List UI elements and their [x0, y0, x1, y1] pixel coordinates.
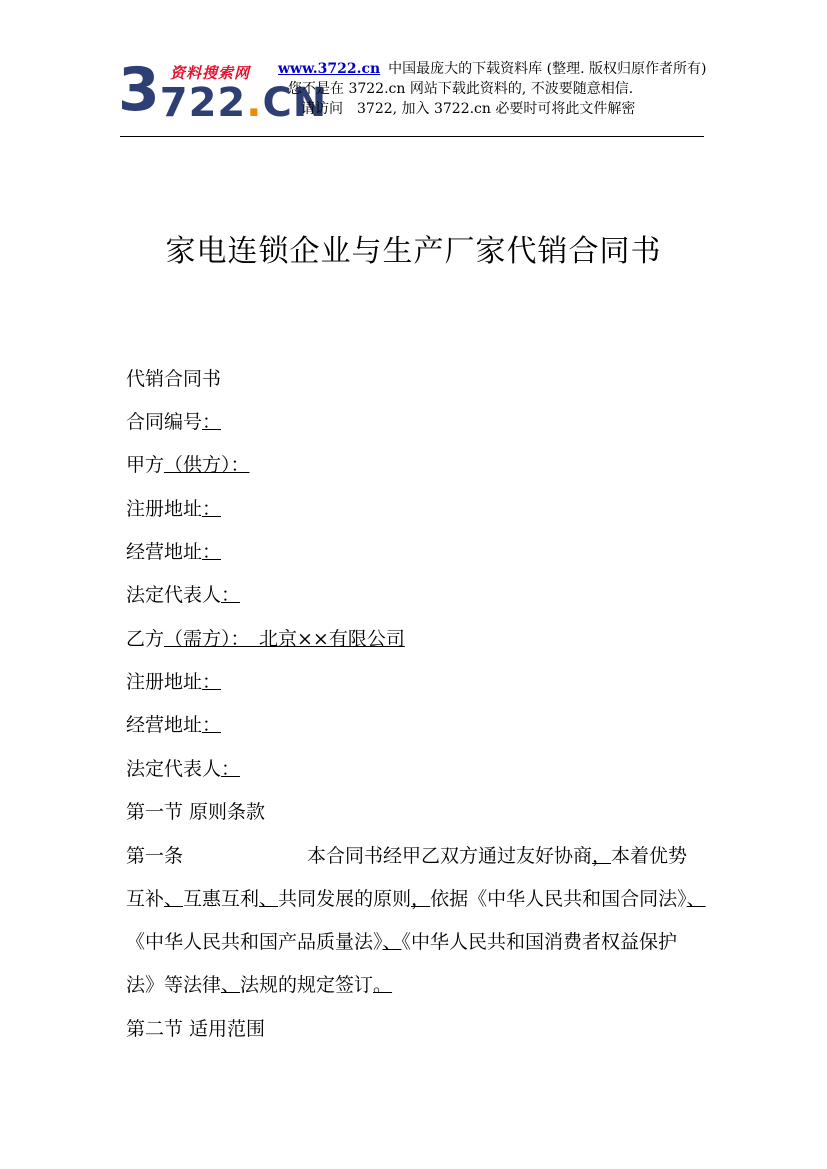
section-2-heading: 第二节 适用范围 [126, 1018, 266, 1040]
punctuation: 、 [221, 974, 241, 996]
header-line-1-text: 中国最庞大的下载资料库 (整理. 版权归原作者所有) [388, 61, 707, 77]
article-label: 第一条 [126, 845, 184, 867]
article-1-line-4 [126, 972, 392, 998]
field-label: 经营地址 [126, 541, 203, 563]
party-a-line [126, 452, 250, 478]
site-logo[interactable] [118, 55, 328, 126]
section-1-heading: 第一节 原则条款 [126, 801, 266, 823]
field-label: 注册地址 [126, 498, 203, 520]
contract-number-line [126, 409, 221, 435]
field-blank: ： [202, 411, 222, 433]
field-blank: ： [221, 758, 241, 780]
article-1-line-2 [126, 886, 706, 912]
page-header [118, 56, 708, 136]
punctuation: 、 [164, 888, 184, 910]
logo-tld: CN [262, 80, 328, 126]
party-a-business-address [126, 539, 221, 565]
party-b-registered-address [126, 669, 221, 695]
field-value: （需方）： 北京××有限公司 [164, 628, 405, 650]
article-text: 互惠互利 [183, 888, 260, 910]
field-blank: ： [202, 671, 222, 693]
article-text: 《中华人民共和国产品质量法》 [126, 931, 383, 953]
header-line-1 [278, 60, 706, 78]
party-a-legal-rep [126, 582, 240, 608]
article-text: 本着优势 [611, 845, 688, 867]
header-line-3: 请访问 3722, 加入 3722.cn 必要时可将此文件解密 [301, 101, 636, 117]
site-link[interactable]: www.3722.cn [278, 61, 381, 77]
field-label: 法定代表人 [126, 584, 222, 606]
field-label: 乙方 [126, 628, 165, 650]
logo-number: 722 [159, 80, 247, 126]
field-label: 法定代表人 [126, 758, 222, 780]
header-divider [120, 136, 704, 137]
field-blank: ： [202, 541, 222, 563]
article-text: 共同发展的原则 [278, 888, 412, 910]
punctuation: 、 [686, 888, 706, 910]
field-label: 甲方 [126, 454, 165, 476]
field-blank: ： [202, 714, 222, 736]
field-label: 注册地址 [126, 671, 203, 693]
punctuation: ， [411, 888, 431, 910]
article-1-line-3 [126, 929, 677, 955]
logo-dot: . [246, 80, 263, 126]
party-b-line [126, 626, 405, 652]
article-text: 法》等法律 [126, 974, 222, 996]
field-blank: ： [221, 584, 241, 606]
punctuation: 、 [259, 888, 279, 910]
contract-heading: 代销合同书 [126, 368, 222, 390]
article-text: 法规的规定签订 [240, 974, 374, 996]
logo-tagline: 资料搜索网 [170, 64, 251, 82]
article-text: 依据《中华人民共和国合同法》 [430, 888, 687, 910]
punctuation: ， [592, 845, 612, 867]
party-b-legal-rep [126, 756, 240, 782]
field-blank: （供方）： [164, 454, 250, 476]
punctuation: 。 [373, 974, 393, 996]
field-label: 经营地址 [126, 714, 203, 736]
field-blank: ： [202, 498, 222, 520]
article-text: 本合同书经甲乙双方通过友好协商 [307, 845, 593, 867]
party-a-registered-address [126, 496, 221, 522]
header-line-2: 您不是在 3722.cn 网站下载此资料的, 不波要随意相信. [288, 81, 634, 97]
document-title: 家电连锁企业与生产厂家代销合同书 [165, 234, 662, 269]
party-b-business-address [126, 712, 221, 738]
article-text: 《中华人民共和国消费者权益保护 [401, 931, 678, 953]
article-1-line-1 [126, 843, 687, 869]
article-text: 互补 [126, 888, 165, 910]
logo-digit: 3 [118, 55, 160, 125]
punctuation: 、 [382, 931, 402, 953]
field-label: 合同编号 [126, 411, 203, 433]
